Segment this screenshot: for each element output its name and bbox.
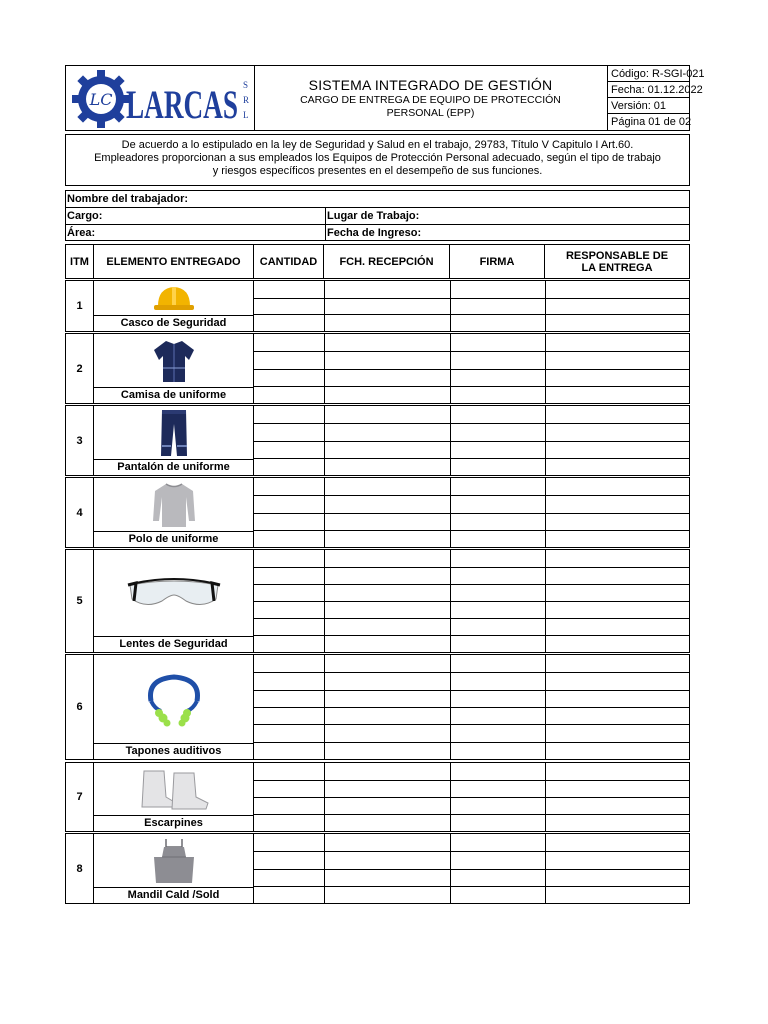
- item-entry-grid[interactable]: [254, 281, 689, 331]
- document-header: [65, 65, 705, 131]
- col-quantity: CANTIDAD: [254, 245, 324, 278]
- item-number: 1: [66, 281, 94, 331]
- item-block: [65, 654, 690, 760]
- company-logo: [66, 66, 255, 130]
- shirt-icon: [94, 334, 253, 387]
- item-element-cell: [94, 281, 254, 331]
- table-header: [65, 244, 690, 279]
- item-entry-grid[interactable]: [254, 478, 689, 547]
- doc-code: Código: R-SGI-021: [608, 66, 690, 82]
- item-entry-grid[interactable]: [254, 763, 689, 831]
- svg-text:LARCAS: LARCAS: [126, 82, 238, 127]
- item-label: Polo de uniforme: [94, 531, 253, 547]
- col-element: ELEMENTO ENTREGADO: [94, 245, 254, 278]
- col-responsible: RESPONSABLE DE LA ENTREGA: [565, 249, 669, 274]
- item-element-cell: [94, 406, 254, 475]
- worker-info: [65, 190, 690, 241]
- item-label: Tapones auditivos: [94, 743, 253, 759]
- system-title: SISTEMA INTEGRADO DE GESTIÓN: [308, 77, 553, 93]
- position-label: Cargo:: [67, 210, 103, 222]
- item-element-cell: [94, 478, 254, 547]
- item-entry-grid[interactable]: [254, 334, 689, 403]
- item-number: 8: [66, 834, 94, 903]
- item-number: 7: [66, 763, 94, 831]
- item-label: Escarpines: [94, 815, 253, 831]
- item-label: Camisa de uniforme: [94, 387, 253, 403]
- item-element-cell: [94, 655, 254, 759]
- item-element-cell: [94, 334, 254, 403]
- item-element-cell: [94, 834, 254, 903]
- hire-date-label: Fecha de Ingreso:: [327, 227, 422, 239]
- doc-date: Fecha: 01.12.2022: [608, 82, 690, 98]
- item-label: Pantalón de uniforme: [94, 459, 253, 475]
- legal-line: Empleadores proporcionan a sus empleados los Equipos de Protección Personal adecuado, según el tipo de trabajo: [94, 152, 661, 164]
- svg-text:S: S: [243, 80, 249, 90]
- doc-page: Página 01 de 02: [611, 116, 692, 128]
- item-entry-grid[interactable]: [254, 834, 689, 903]
- item-number: 6: [66, 655, 94, 759]
- item-number: 5: [66, 550, 94, 652]
- pants-icon: [94, 406, 253, 459]
- item-number: 4: [66, 478, 94, 547]
- legal-notice: [65, 134, 690, 186]
- item-element-cell: [94, 763, 254, 831]
- worker-name-label: Nombre del trabajador:: [67, 193, 189, 205]
- area-label: Área:: [67, 227, 96, 239]
- legal-line: y riesgos específicos presentes en el desempeño de sus funciones.: [212, 165, 543, 177]
- svg-text:LC: LC: [89, 90, 113, 109]
- polo-icon: [94, 478, 253, 531]
- item-element-cell: [94, 550, 254, 652]
- svg-text:L: L: [243, 110, 249, 120]
- earplugs-icon: [94, 655, 253, 743]
- doc-version: Versión: 01: [608, 98, 690, 114]
- item-entry-grid[interactable]: [254, 550, 689, 652]
- hard-hat-icon: [94, 281, 253, 315]
- workplace-label: Lugar de Trabajo:: [327, 210, 420, 222]
- item-label: Lentes de Seguridad: [94, 636, 253, 652]
- item-number: 2: [66, 334, 94, 403]
- col-itm: ITM: [66, 245, 94, 278]
- col-signature: FIRMA: [450, 245, 545, 278]
- col-reception-date: FCH. RECEPCIÓN: [324, 245, 450, 278]
- safety-glasses-icon: [94, 550, 253, 636]
- item-block: [65, 549, 690, 653]
- item-number: 3: [66, 406, 94, 475]
- svg-text:R: R: [243, 95, 250, 105]
- item-block: [65, 477, 690, 548]
- legal-line: De acuerdo a lo estipulado en la ley de Seguridad y Salud en el trabajo, 29783, Título V Capitulo I Art.60.: [121, 139, 634, 151]
- item-block: [65, 833, 690, 904]
- header-title-block: [254, 66, 608, 130]
- item-entry-grid[interactable]: [254, 655, 689, 759]
- document-meta: [608, 66, 705, 130]
- shoe-covers-icon: [94, 763, 253, 815]
- gear-logo-icon: [66, 66, 252, 130]
- item-block: [65, 280, 690, 332]
- item-entry-grid[interactable]: [254, 406, 689, 475]
- item-label: Casco de Seguridad: [94, 315, 253, 331]
- form-subtitle-1: CARGO DE ENTREGA DE EQUIPO DE PROTECCIÓN: [300, 94, 561, 106]
- item-block: [65, 333, 690, 404]
- item-block: [65, 762, 690, 832]
- form-subtitle-2: PERSONAL (EPP): [386, 107, 475, 119]
- item-block: [65, 405, 690, 476]
- item-label: Mandil Cald /Sold: [94, 887, 253, 903]
- apron-icon: [94, 834, 253, 887]
